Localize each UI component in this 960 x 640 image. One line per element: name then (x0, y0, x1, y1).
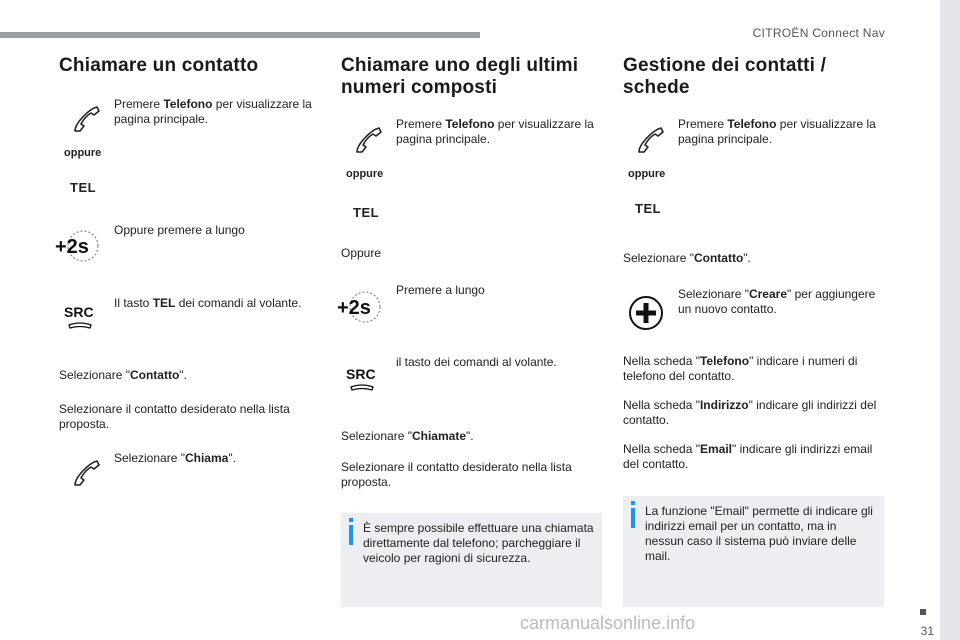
phone-icon (353, 124, 385, 156)
choose-contact-text: Selezionare il contatto desiderato nella lista proposta. (341, 460, 572, 489)
phone-icon (635, 124, 667, 156)
select-contact-text: Selezionare "Contatto". (623, 251, 751, 265)
or-text: Oppure (341, 246, 382, 260)
info-icon-bar (631, 508, 635, 528)
phone-icon (71, 103, 103, 135)
watermark: carmanualsonline.info (520, 613, 696, 633)
svg-text:+2s: +2s (337, 297, 371, 319)
long-press-text: Oppure premere a lungo (114, 223, 245, 237)
add-icon (628, 295, 664, 331)
header-title: CITROËN Connect Nav (752, 26, 885, 40)
info-icon (349, 518, 353, 522)
src-instruction: Il tasto TEL dei comandi al volante. (114, 296, 302, 310)
svg-text:SRC: SRC (346, 366, 376, 382)
svg-text:SRC: SRC (64, 304, 94, 320)
email-tab-text: Nella scheda "Email" indicare gli indirizzi email del contatto. (623, 442, 873, 471)
phone-tab-text: Nella scheda "Telefono" indicare i numeri di telefono del contatto. (623, 354, 858, 383)
src-instruction: il tasto dei comandi al volante. (396, 355, 557, 369)
info-note (623, 496, 884, 607)
phone-icon (71, 457, 103, 489)
column-call-contact (55, 55, 314, 465)
long-press-text: Premere a lungo (396, 283, 485, 297)
address-tab-text: Nella scheda "Indirizzo" indicare gli indirizzi del contatto. (623, 398, 877, 427)
src-button-icon (345, 365, 381, 395)
tel-button-label: TEL (635, 201, 662, 216)
section-title: Chiamare uno degli ultimi numeri composti (341, 55, 579, 98)
select-contact-text: Selezionare "Contatto". (59, 368, 187, 382)
two-second-press-icon (55, 228, 101, 264)
page-marker (920, 609, 926, 615)
svg-text:+2s: +2s (55, 236, 89, 258)
tel-button-label: TEL (70, 180, 97, 195)
section-title: Chiamare un contatto (59, 55, 259, 76)
info-note-text: È sempre possibile effettuare una chiamata direttamente dal telefono; parcheggiare il veicolo per ragioni di sicurezza. (363, 521, 594, 565)
oppure-label: oppure (64, 147, 102, 159)
info-icon (631, 501, 635, 505)
header-bar (0, 32, 480, 38)
column-recent-calls (337, 55, 596, 565)
create-instruction: Selezionare "Creare" per aggiungere un nuovo contatto. (678, 287, 876, 316)
section-title: Gestione dei contatti / schede (623, 55, 827, 98)
page-number: 31 (920, 624, 934, 638)
oppure-label: oppure (346, 168, 384, 180)
phone-instruction: Premere Telefono per visualizzare la pagina principale. (678, 117, 876, 146)
column-manage-contacts (623, 55, 878, 563)
tel-button-label: TEL (353, 205, 380, 220)
info-note (341, 513, 602, 607)
oppure-label: oppure (628, 168, 666, 180)
two-second-press-icon (337, 289, 383, 325)
choose-contact-text: Selezionare il contatto desiderato nella lista proposta. (59, 402, 290, 431)
phone-instruction: Premere Telefono per visualizzare la pagina principale. (396, 117, 594, 146)
info-icon-bar (349, 525, 353, 545)
src-button-icon (63, 303, 99, 333)
phone-instruction: Premere Telefono per visualizzare la pagina principale. (114, 97, 312, 126)
call-instruction: Selezionare "Chiama". (114, 451, 236, 465)
select-calls-text: Selezionare "Chiamate". (341, 429, 474, 443)
page-edge-bar (940, 0, 960, 640)
info-note-text: La funzione "Email" permette di indicare gli indirizzi email per un contatto, ma in nessun caso il sistema può inviare delle mail. (645, 504, 873, 563)
